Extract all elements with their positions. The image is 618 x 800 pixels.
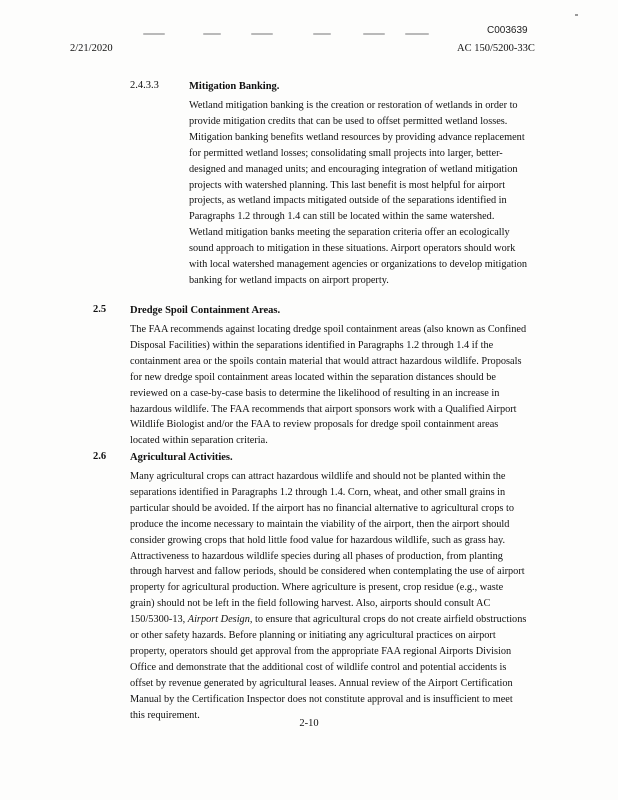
section-title-2-6: Agricultural Activities. <box>130 452 233 463</box>
scan-artifact-marks <box>143 33 443 37</box>
body-text-part2: to ensure that agricultural crops do not create airfield obstructions or other safety hazards. Before planning or initiating any agricultural practices on airport property, operators should get approval from the appropriate FAA regional Airports Division Office and demonstrate that the additional cost of wildlife control and potential accidents is offset by revenue generated by agricultural leases. Annual review of the Airport Certification Manual by the Certification Inspector does not constitute approval and is insufficient to meet this requirement. <box>130 614 527 721</box>
section-number-2-6: 2.6 <box>93 451 107 462</box>
subsection-body: Wetland mitigation banking is the creation or restoration of wetlands in order to provide mitigation credits that can be used to offset permitted wetland losses. Mitigation banking benefits wetland resources by providing advance replacement for permitted wetland losses; consolidating small projects into larger, better-designed and managed units; and encouraging integration of wetland mitigation projects with watershed planning. This last benefit is most helpful for airport projects, as wetland impacts mitigated outside of the separations identified in Paragraphs 1.2 through 1.4 can still be located within the same watershed. Wetland mitigation banks meeting the separation criteria offer an ecologically sound approach to mitigation in these situations. Airport operators should work with local watershed management agencies or organizations to develop mitigation banking for wetland impacts on airport property. <box>189 100 528 286</box>
section-number-2-5: 2.5 <box>93 304 107 315</box>
subsection-mitigation-banking <box>189 80 529 289</box>
body-text-part1: Many agricultural crops can attract hazardous wildlife and should not be planted within the separations identified in Paragraphs 1.2 through 1.4. Corn, wheat, and other small grains in particular should be avoided. If the airport has no financial alternative to agricultural crops to produce the income necessary to maintain the viability of the airport, then the airport should consider growing crops that hold little food value for hazardous wildlife, such as grass hay. Attractiveness to hazardous wildlife species during all phases of production, from planting through harvest and fallow periods, should be considered when contemplating the use of airport property for agricultural production. Where agriculture is present, crop residue (e.g., waste grain) should not be left in the field following harvest. Also, airports should consult AC 150/5300-13, <box>130 471 525 626</box>
section-body-2-5: The FAA recommends against locating dredge spoil containment areas (also known as Confined Disposal Facilities) within the separations identified in Paragraphs 1.2 through 1.4 if the containment area or the spoils contain material that would attract hazardous wildlife. Proposals for new dredge spoil containment areas located within the separation distances should be reviewed on a case-by-case basis to determine the likelihood of resulting in an increase in hazardous wildlife. The FAA recommends that airport sponsors work with a Qualified Airport Wildlife Biologist and/or the FAA to review proposals for dredge spoil containment areas located within separation criteria. <box>130 324 527 447</box>
section-agricultural-activities <box>130 451 530 724</box>
header-document-id: AC 150/5200-33C <box>457 43 535 54</box>
section-title-2-5: Dredge Spoil Containment Areas. <box>130 305 281 316</box>
subsection-number: 2.4.3.3 <box>130 80 159 91</box>
section-dredge-spoil <box>130 304 530 449</box>
scan-speck <box>575 14 578 16</box>
subsection-title: Mitigation Banking. <box>189 81 280 92</box>
body-text-italic-title: Airport Design, <box>187 614 253 626</box>
bates-number: C003639 <box>487 25 528 36</box>
page-number: 2-10 <box>299 718 319 729</box>
section-body-2-6 <box>130 469 530 724</box>
header-date: 2/21/2020 <box>70 43 113 54</box>
